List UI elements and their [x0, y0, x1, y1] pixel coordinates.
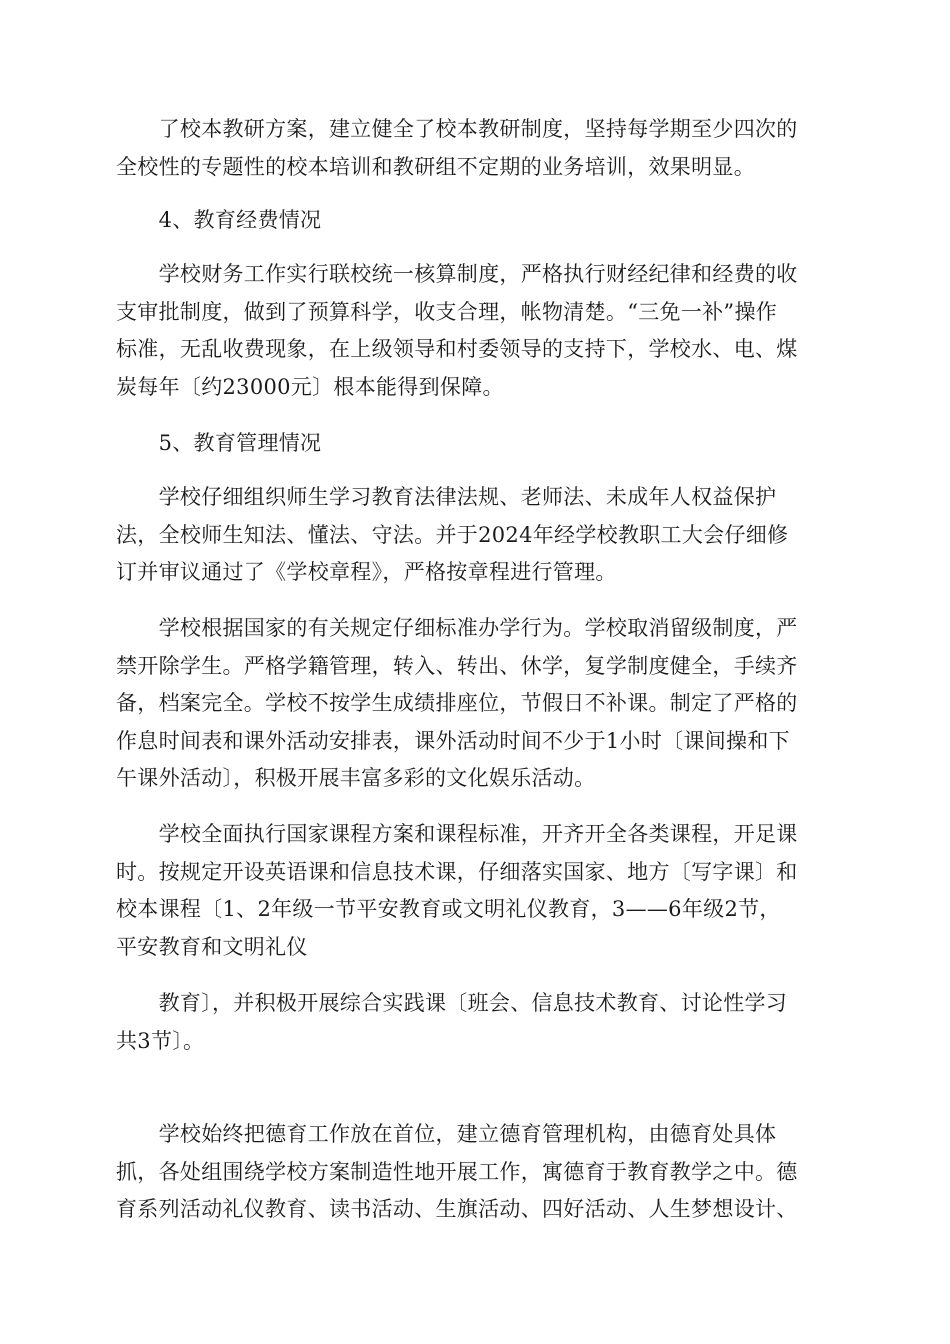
text-line: 时。按规定开设英语课和信息技术课，仔细落实国家、地方〔写字课〕和 — [116, 859, 798, 884]
text-line: 炭每年〔约23000元〕根本能得到保障。 — [116, 374, 504, 399]
paragraph-finance — [116, 256, 836, 406]
section-heading: 4、教育经费情况 — [116, 208, 322, 232]
text-line: 了校本教研方案，建立健全了校本教研制度，坚持每学期至少四次的 — [116, 117, 798, 141]
text-line: 标准，无乱收费现象，在上级领导和村委领导的支持下，学校水、电、煤 — [116, 337, 798, 361]
text-line: 教育〕，并积极开展综合实践课〔班会、信息技术教育、讨论性学习 — [116, 991, 788, 1015]
text-line: 平安教育和文明礼仪 — [116, 934, 308, 959]
paragraph-curriculum — [116, 816, 836, 966]
paragraph-moral-education — [116, 1116, 836, 1229]
paragraph-school-conduct — [116, 610, 836, 798]
heading-education-funding — [116, 202, 836, 240]
text-line: 学校财务工作实行联校统一核算制度，严格执行财经纪律和经费的收 — [116, 262, 798, 286]
paragraph-practice-course — [116, 985, 836, 1060]
text-line: 作息时间表和课外活动安排表，课外活动时间不少于1小时〔课间操和下 — [116, 728, 790, 753]
paragraph-law-study — [116, 479, 836, 592]
text-line: 抓，各处组围绕学校方案制造性地开展工作，寓德育于教育教学之中。德 — [116, 1159, 798, 1184]
text-line: 订并审议通过了《学校章程》，严格按章程进行管理。 — [116, 560, 617, 584]
section-heading: 5、教育管理情况 — [116, 431, 322, 455]
text-line: 学校根据国家的有关规定仔细标准办学行为。学校取消留级制度，严 — [116, 616, 798, 640]
text-line: 育系列活动礼仪教育、读书活动、生旗活动、四好活动、人生梦想设计、 — [116, 1197, 798, 1221]
text-line: 法，全校师生知法、懂法、守法。并于2024年经学校教职工大会仔细修 — [116, 522, 789, 547]
text-line: 午课外活动〕，积极开展丰富多彩的文化娱乐活动。 — [116, 766, 596, 790]
text-line: 学校全面执行国家课程方案和课程标准，开齐开全各类课程，开足课 — [116, 822, 798, 846]
text-line: 校本课程〔1、2年级一节平安教育或文明礼仪教育，3——6年级2节， — [116, 897, 781, 921]
text-line: 学校始终把德育工作放在首位，建立德育管理机构，由德育处具体 — [116, 1122, 777, 1146]
text-line: 学校仔细组织师生学习教育法律法规、老师法、未成年人权益保护 — [116, 485, 777, 509]
text-line: 共3节〕。 — [116, 1028, 205, 1053]
text-line: 禁开除学生。严格学籍管理，转入、转出、休学，复学制度健全，手续齐 — [116, 653, 798, 678]
text-line: 全校性的专题性的校本培训和教研组不定期的业务培训，效果明显。 — [116, 154, 755, 179]
paragraph-school-research — [116, 111, 836, 186]
heading-education-management — [116, 425, 836, 463]
text-line: 备，档案完全。学校不按学生成绩排座位，节假日不补课。制定了严格的 — [116, 691, 798, 715]
text-line: 支审批制度，做到了预算科学，收支合理，帐物清楚。“三免一补”操作 — [116, 299, 778, 324]
